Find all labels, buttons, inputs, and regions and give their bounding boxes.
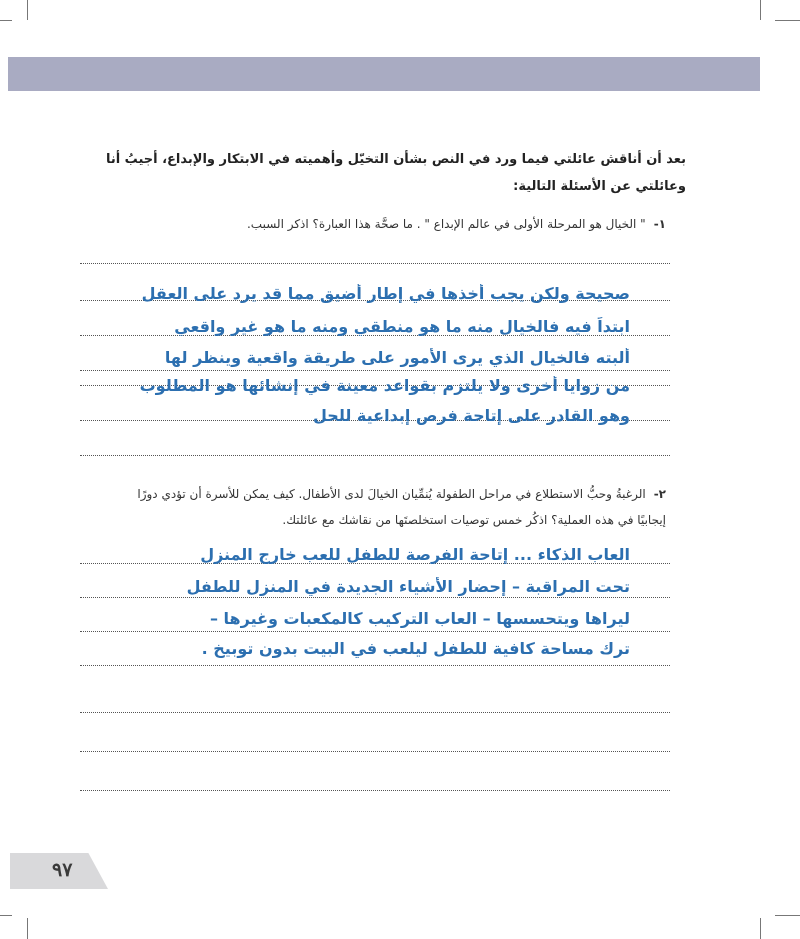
crop-mark (775, 20, 800, 21)
answer-line (80, 751, 670, 752)
question-2-line-1: الرغبةُ وحبُّ الاستطلاع في مراحل الطفولة يُنمِّيان الخيالَ لدى الأطفال. كيف يمكن للأسرة أن تؤدي دورًا (137, 487, 646, 501)
crop-mark (760, 918, 761, 939)
crop-mark (760, 0, 761, 20)
answer-line (80, 370, 670, 371)
page-number: ٩٧ (52, 859, 73, 881)
handwritten-answer-2-line: ليراها ويتحسسها – العاب التركيب كالمكعبات وغيرها – (209, 609, 630, 628)
handwritten-answer-1-line: وهو القادر على إتاحة فرص إبداعية للحل (313, 406, 630, 425)
answer-line (80, 712, 670, 713)
handwritten-answer-2-line: ترك مساحة كافية للطفل ليلعب في البيت بدون توبيخ . (201, 639, 630, 658)
handwritten-answer-2-line: العاب الذكاء ... إتاحة الفرصة للطفل للعب خارج المنزل (200, 545, 630, 564)
answer-line (80, 597, 670, 598)
crop-mark (0, 915, 12, 916)
crop-mark (0, 20, 12, 21)
answer-line (80, 263, 670, 264)
question-1-text: " الخيال هو المرحلة الأولى في عالم الإبداع " . ما صحَّة هذا العبارة؟ اذكر السبب. (246, 217, 646, 231)
answer-line (80, 631, 670, 632)
handwritten-answer-1-line: من زوايا أخرى ولا يلتزم بقواعد معينة في إنشائها هو المطلوب (139, 376, 630, 395)
crop-mark (27, 0, 28, 20)
header-band (8, 57, 760, 91)
handwritten-answer-2-line: تحت المراقبة – إحضار الأشياء الجديدة في المنزل للطفل (186, 577, 630, 596)
handwritten-answer-1-line: صحيحة ولكن يجب أخذها في إطار أضيق مما قد يرد على العقل (141, 284, 630, 303)
question-2-number: ٢- (653, 487, 666, 501)
crop-mark (775, 915, 800, 916)
question-1-number: ١- (653, 217, 666, 231)
handwritten-answer-1-line: ابتداً فيه فالخيال منه ما هو منطقي ومنه ما هو غير واقعي (174, 317, 630, 336)
question-2 (86, 482, 666, 506)
handwritten-answer-1-line: ألبته فالخيال الذي يرى الأمور على طريقة واقعية وينظر لها (164, 348, 630, 367)
crop-mark (27, 918, 28, 939)
answer-line (80, 790, 670, 791)
question-2-continued: إيجابيًا في هذه العملية؟ اذكُر خمس توصيات استخلصتَها من نقاشك مع عائلتك. (282, 513, 666, 527)
intro-paragraph: بعد أن أناقش عائلتي فيما ورد في النص بشأن التخيّل وأهميته في الابتكار والإبداع، أجيبُ أنا وعائلتي عن الأسئلة التالية: (105, 152, 686, 194)
answer-line (80, 455, 670, 456)
question-1 (86, 212, 666, 236)
answer-line (80, 665, 670, 666)
